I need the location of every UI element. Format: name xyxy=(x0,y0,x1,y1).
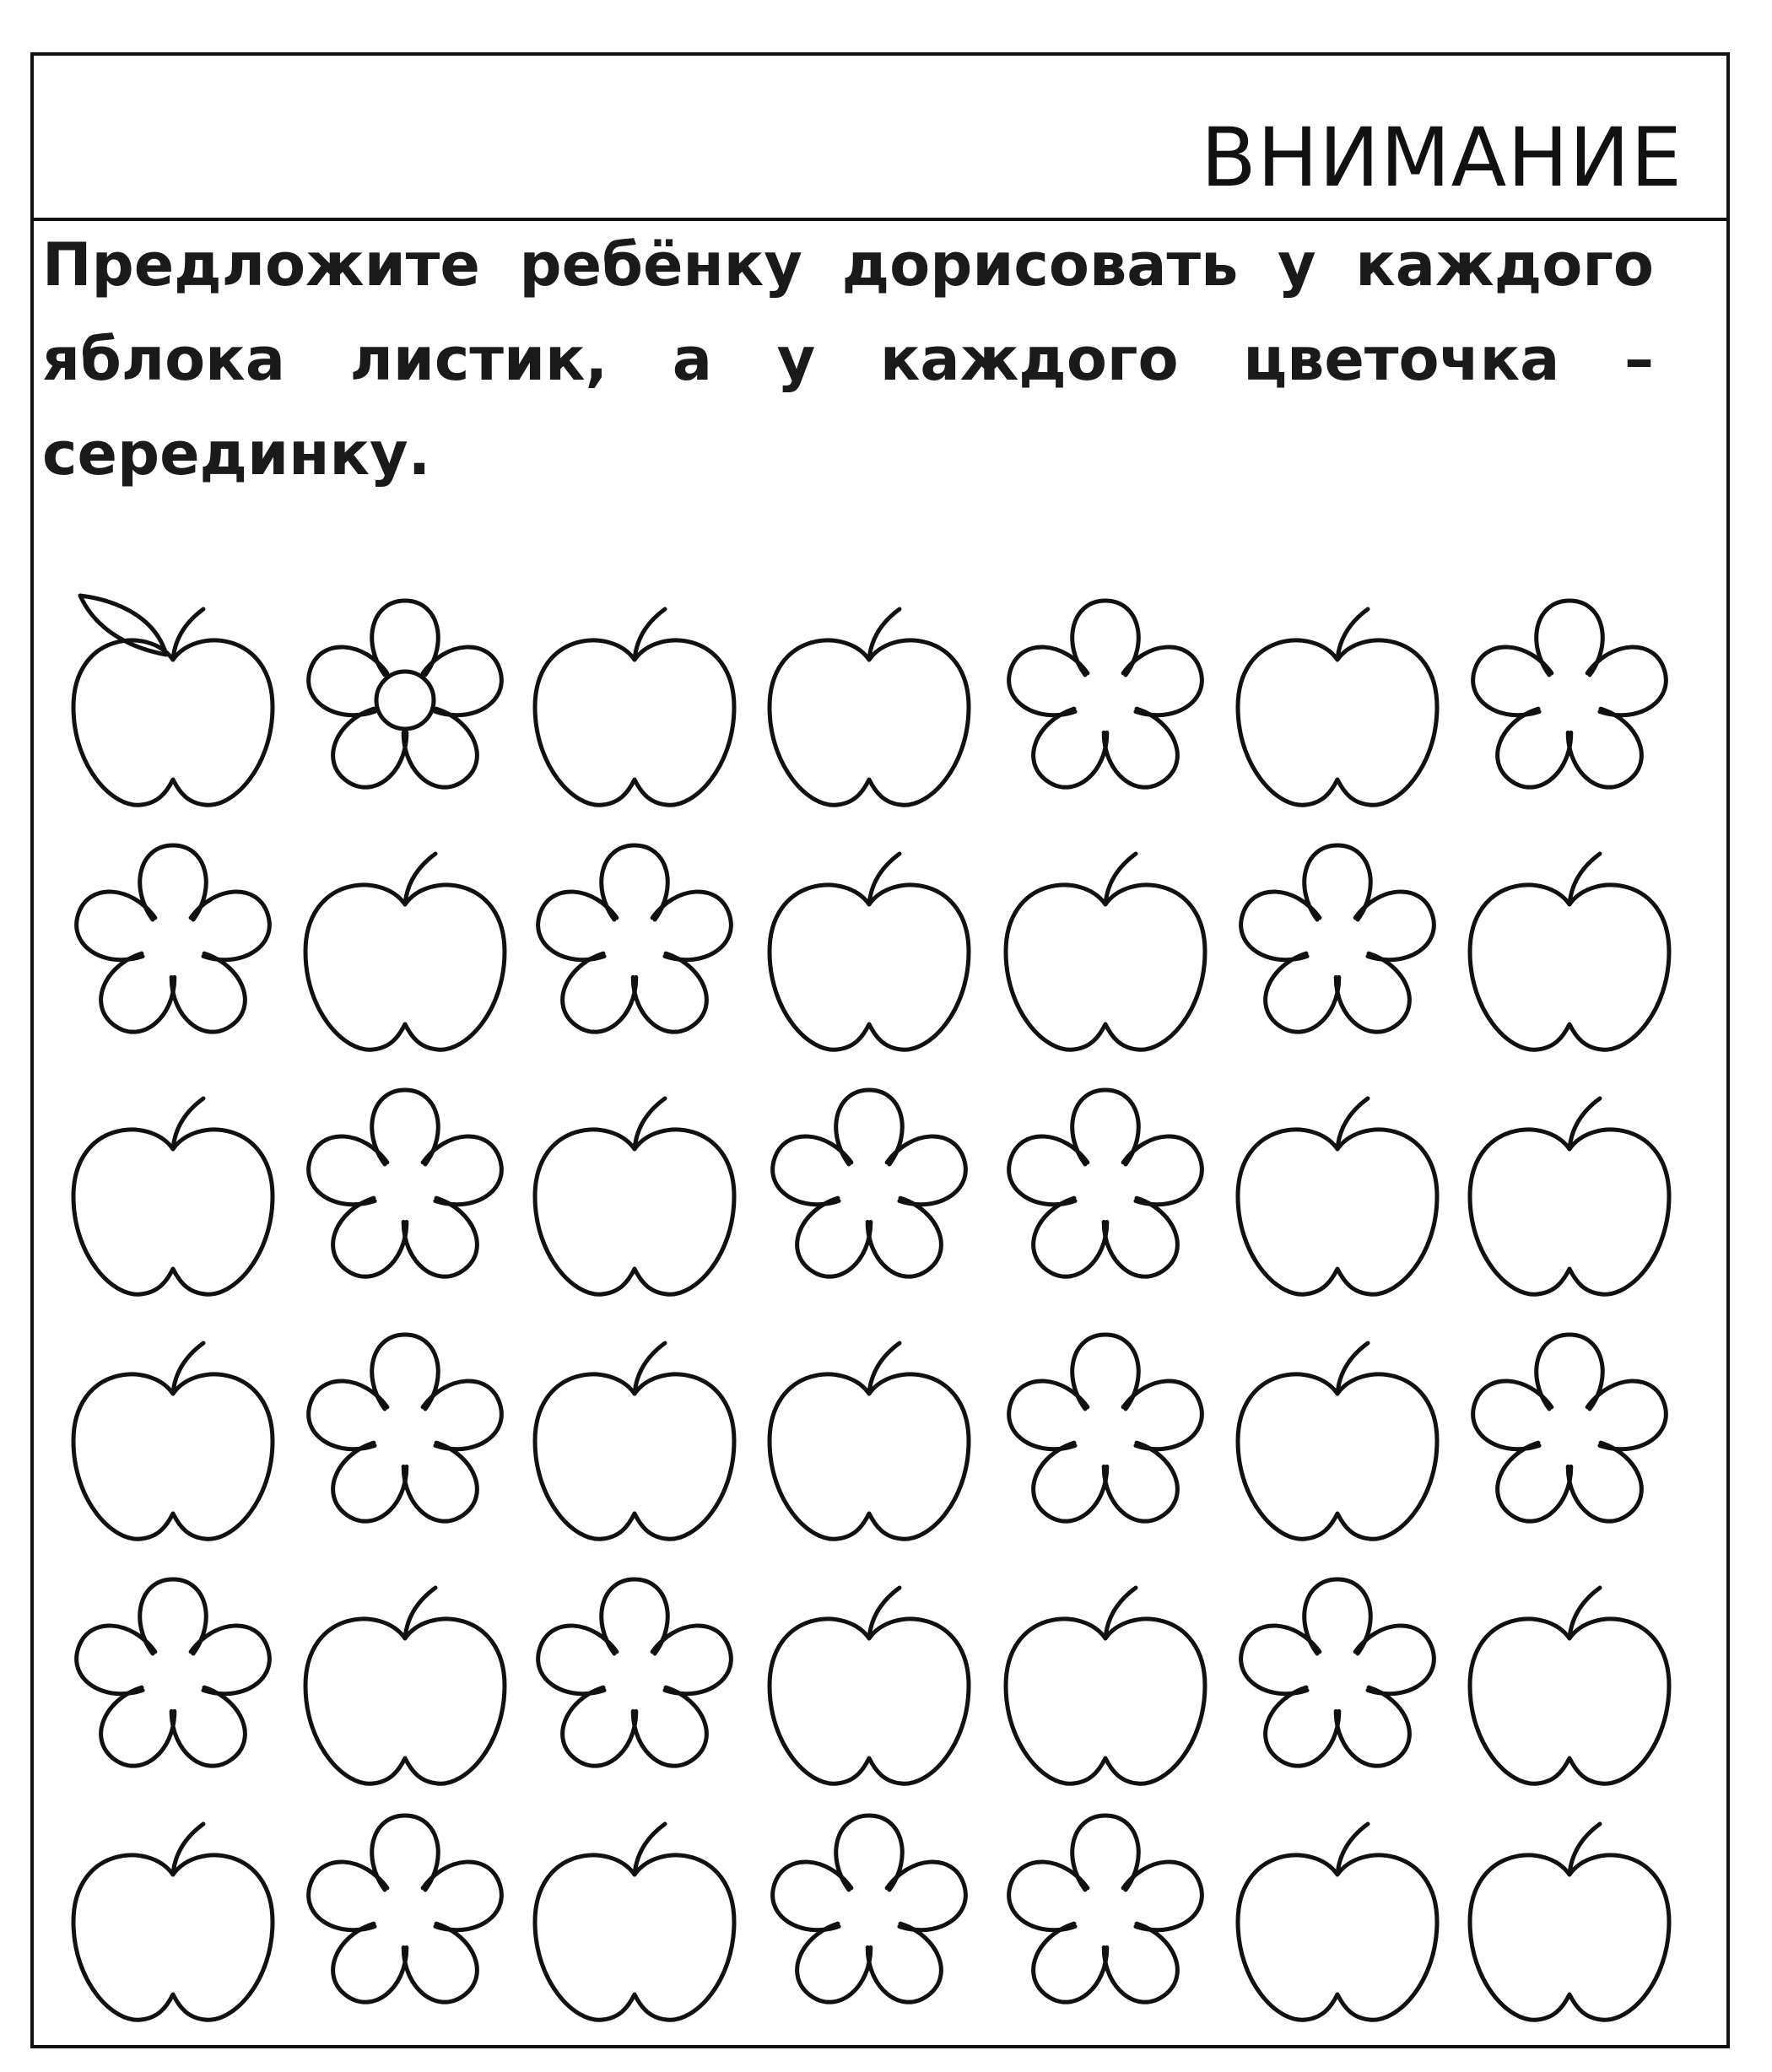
worksheet-title: ВНИМАНИЕ xyxy=(1200,111,1683,205)
worksheet-header xyxy=(34,56,1726,221)
instruction-text: Предложите ребёнку дорисовать у каждого яблока листик, а у каждого цветочка – серединку. xyxy=(42,230,1654,488)
